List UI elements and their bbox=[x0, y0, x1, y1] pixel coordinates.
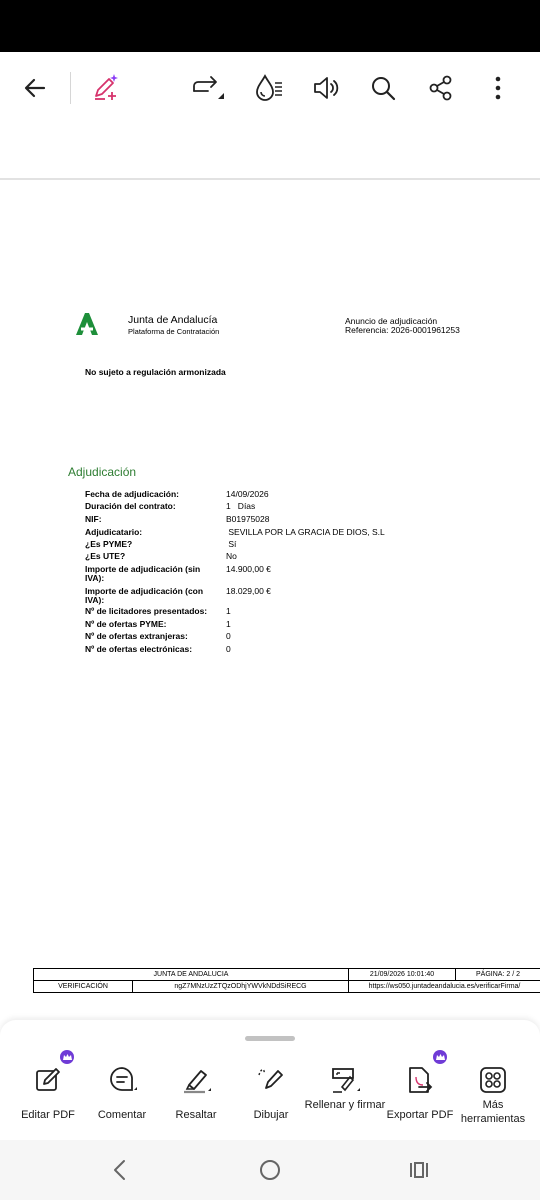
field-value-duracion: 1 Días bbox=[226, 501, 256, 511]
nav-home-icon bbox=[258, 1158, 282, 1182]
arrow-left-icon bbox=[22, 75, 48, 101]
highlighter-icon bbox=[181, 1065, 211, 1095]
footer-verification-url: https://ws050.juntadeandalucia.es/verificarFirma/ bbox=[349, 981, 540, 993]
more-tools-grid-icon bbox=[478, 1065, 508, 1095]
footer-row-header bbox=[34, 969, 540, 981]
read-aloud-button[interactable] bbox=[308, 70, 344, 106]
field-label-nif: NIF: bbox=[85, 514, 102, 524]
field-label-ofertas-electronicas: Nº de ofertas electrónicas: bbox=[85, 644, 193, 654]
nav-recents-icon bbox=[407, 1158, 431, 1182]
field-value-ute: No bbox=[226, 551, 237, 561]
document-reference: Referencia: 2026-0001961253 bbox=[345, 325, 460, 335]
junta-logo-icon bbox=[74, 312, 100, 336]
comment-icon bbox=[107, 1065, 137, 1095]
more-vertical-icon bbox=[488, 74, 508, 102]
field-label-importe-con-iva: Importe de adjudicación (con IVA): bbox=[85, 586, 204, 605]
ai-assistant-button[interactable] bbox=[88, 70, 124, 106]
org-subtitle: Plataforma de Contratación bbox=[128, 327, 220, 336]
field-label-licitadores: Nº de licitadores presentados: bbox=[85, 606, 208, 616]
footer-row-verification bbox=[34, 981, 540, 993]
field-label-ofertas-pyme: Nº de ofertas PYME: bbox=[85, 619, 167, 629]
export-pdf-icon bbox=[405, 1065, 435, 1095]
more-options-button[interactable] bbox=[480, 70, 516, 106]
system-nav-bar bbox=[0, 1140, 540, 1200]
tool-label: Rellenar y firmar bbox=[304, 1099, 386, 1111]
field-label-adjudicatario: Adjudicatario: bbox=[85, 527, 143, 537]
panel-drag-handle[interactable] bbox=[245, 1036, 295, 1041]
tool-more-tools[interactable] bbox=[450, 1060, 536, 1138]
ai-edit-sparkle-icon bbox=[90, 72, 122, 104]
status-bar bbox=[0, 0, 540, 52]
nav-back-icon bbox=[110, 1158, 130, 1182]
share-button[interactable] bbox=[423, 70, 459, 106]
field-value-ofertas-extranjeras: 0 bbox=[226, 631, 231, 641]
field-label-ofertas-extranjeras: Nº de ofertas extranjeras: bbox=[85, 631, 188, 641]
tool-label: Exportar PDF bbox=[386, 1109, 454, 1121]
field-value-ofertas-pyme: 1 bbox=[226, 619, 231, 629]
fill-sign-icon bbox=[330, 1065, 360, 1095]
document-type: Anuncio de adjudicación bbox=[345, 316, 438, 326]
bottom-tools-panel bbox=[0, 1020, 540, 1140]
section-title-adjudicacion: Adjudicación bbox=[68, 465, 137, 479]
field-value-fecha: 14/09/2026 bbox=[226, 489, 269, 499]
top-toolbar bbox=[0, 52, 540, 125]
speaker-icon bbox=[310, 72, 342, 104]
back-button[interactable] bbox=[17, 70, 53, 106]
redo-button[interactable] bbox=[190, 70, 226, 106]
field-value-importe-con-iva: 18.029,00 € bbox=[226, 586, 271, 596]
field-label-ute: ¿Es UTE? bbox=[85, 551, 126, 561]
footer-verification-code: ngZ7MNzUzZTQzODhjYWVkNDdSiRECG bbox=[133, 981, 349, 993]
field-label-fecha: Fecha de adjudicación: bbox=[85, 489, 179, 499]
tool-fill-and-sign[interactable] bbox=[302, 1060, 388, 1138]
field-value-adjudicatario: SEVILLA POR LA GRACIA DE DIOS, S.L bbox=[226, 527, 385, 537]
org-name: Junta de Andalucía bbox=[128, 314, 218, 326]
footer-org: JUNTA DE ANDALUCIA bbox=[34, 969, 349, 981]
tool-label: Comentar bbox=[97, 1109, 147, 1121]
nav-recents-button[interactable] bbox=[405, 1156, 433, 1184]
liquid-mode-button[interactable] bbox=[251, 70, 287, 106]
field-value-pyme: Sí bbox=[226, 539, 237, 549]
draw-pen-icon bbox=[256, 1065, 286, 1095]
nav-back-button[interactable] bbox=[106, 1156, 134, 1184]
tool-label: Editar PDF bbox=[21, 1109, 75, 1121]
tool-label: Más herramientas bbox=[460, 1099, 526, 1125]
field-label-duracion: Duración del contrato: bbox=[85, 501, 176, 511]
tool-label: Resaltar bbox=[175, 1109, 217, 1121]
field-value-importe-sin-iva: 14.900,00 € bbox=[226, 564, 271, 574]
document-header-strip bbox=[0, 124, 540, 180]
field-value-licitadores: 1 bbox=[226, 606, 231, 616]
field-value-ofertas-electronicas: 0 bbox=[226, 644, 231, 654]
share-icon bbox=[427, 74, 455, 102]
tool-highlight[interactable] bbox=[153, 1060, 239, 1138]
pdf-page[interactable] bbox=[0, 180, 540, 1020]
edit-pdf-icon bbox=[33, 1065, 63, 1095]
regulation-note: No sujeto a regulación armonizada bbox=[85, 367, 226, 377]
redo-arrow-icon bbox=[190, 73, 226, 103]
footer-page: PÁGINA: 2 / 2 bbox=[456, 969, 540, 981]
nav-home-button[interactable] bbox=[256, 1156, 284, 1184]
field-label-importe-sin-iva: Importe de adjudicación (sin IVA): bbox=[85, 564, 201, 583]
search-icon bbox=[369, 74, 397, 102]
liquid-mode-icon bbox=[253, 72, 285, 104]
field-value-nif: B01975028 bbox=[226, 514, 270, 524]
footer-datetime: 21/09/2026 10:01:40 bbox=[349, 969, 456, 981]
tool-label: Dibujar bbox=[253, 1109, 289, 1121]
footer-verification-label: VERIFICACIÓN bbox=[34, 981, 133, 993]
toolbar-divider bbox=[70, 72, 71, 104]
premium-crown-icon bbox=[433, 1050, 447, 1064]
verification-footer-table bbox=[33, 968, 540, 993]
premium-crown-icon bbox=[60, 1050, 74, 1064]
field-label-pyme: ¿Es PYME? bbox=[85, 539, 133, 549]
search-button[interactable] bbox=[365, 70, 401, 106]
